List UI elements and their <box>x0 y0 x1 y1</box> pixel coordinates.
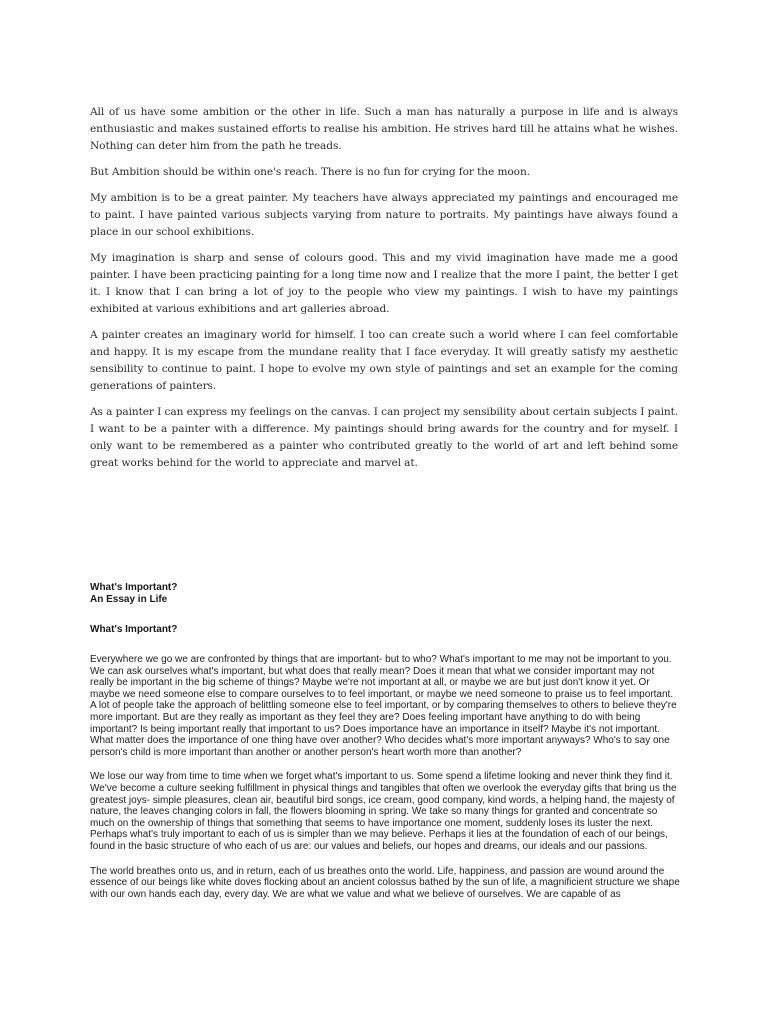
ambition-paragraph-1: All of us have some ambition or the other in life. Such a man has naturally a purpose in life and is always enthusiastic and makes sustained efforts to realise his ambition. He strives hard till he attains what he wishes. Nothing can deter him from the path he treads. <box>90 106 678 152</box>
ambition-paragraph-3: My ambition is to be a great painter. My teachers have always appreciated my paintings and encouraged me to paint. I have painted various subjects varying from nature to portraits. My paintings have always found a place in our school exhibitions. <box>90 192 678 238</box>
whats-important-essay <box>90 582 680 913</box>
section-heading-block <box>90 624 680 636</box>
ambition-paragraph-6: As a painter I can express my feelings on the canvas. I can project my sensibility about certain subjects I paint. I want to be a painter with a difference. My paintings should bring awards for the country and for myself. I only want to be remembered as a painter who contributed greatly to the world of art and left behind some great works behind for the world to appreciate and marvel at. <box>90 406 678 469</box>
essay-title-block <box>90 582 680 606</box>
ambition-paragraph-2: But Ambition should be within one's reach. There is no fun for crying for the moon. <box>90 166 530 178</box>
essay-subtitle: An Essay in Life <box>90 594 168 605</box>
essay-title: What's Important? <box>90 582 178 593</box>
ambition-essay <box>90 104 678 481</box>
section-heading: What's Important? <box>90 624 178 635</box>
important-paragraph-1: Everywhere we go we are confronted by things that are important- but to who? What's important to me may not be important to you. We can ask ourselves what's important, but what does that really mean? Does it mean that what we consider important may not really be important in the big scheme of things? Maybe we're not important at all, or maybe we are but just don't know it yet. Or maybe we need someone else to compare ourselves to to feel important, or maybe we need someone to praise us to feel important. A lot of people take the approach of belittling someone else to feel important, or by comparing themselves to others to believe they're more important. But are they really as important as they feel they are? Does feeling important have anything to do with being important? Is being important really that important to us? Does importance have an importance in itself? Maybe it's not important. What matter does the importance of one thing have over another? Who decides what's more important anyways? Who's to say one person's child is more important than another or another person's heart worth more than another? <box>90 654 677 758</box>
ambition-paragraph-4: My imagination is sharp and sense of colours good. This and my vivid imagination have made me a good painter. I have been practicing painting for a long time now and I realize that the more I paint, the better I get it. I know that I can bring a lot of joy to the people who view my paintings. I wish to have my paintings exhibited at various exhibitions and art galleries abroad. <box>90 252 678 315</box>
important-paragraph-3: The world breathes onto us, and in return, each of us breathes onto the world. Life, happiness, and passion are wound around the essence of our beings like white doves flocking about an ancient colossus bathed by the sun of life, a magnificient structure we shape with our own hands each day, every day. We are what we value and what we believe of ourselves. We are capable of as <box>90 865 680 900</box>
ambition-paragraph-5: A painter creates an imaginary world for himself. I too can create such a world where I can feel comfortable and happy. It is my escape from the mundane reality that I face everyday. It will greatly satisfy my aesthetic sensibility to continue to paint. I hope to evolve my own style of paintings and set an example for the coming generations of painters. <box>90 329 678 392</box>
important-paragraph-2: We lose our way from time to time when we forget what's important to us. Some spend a lifetime looking and never think they find it. We've become a culture seeking fulfillment in physical things and tangibles that often we overlook the everyday gifts that bring us the greatest joys- simple pleasures, clean air, beautiful bird songs, ice cream, good company, kind words, a helping hand, the majesty of nature, the leaves changing colors in fall, the flowers blooming in spring. We take so many things for granted and concentrate so much on the ownership of things that something that seems to have importance one moment, suddenly loses its luster the next. Perhaps what's truly important to each of us is simpler than we may believe. Perhaps it lies at the foundation of each of our beings, found in the basic structure of who each of us are: our values and beliefs, our hopes and dreams, our ideals and our passions. <box>90 771 677 852</box>
